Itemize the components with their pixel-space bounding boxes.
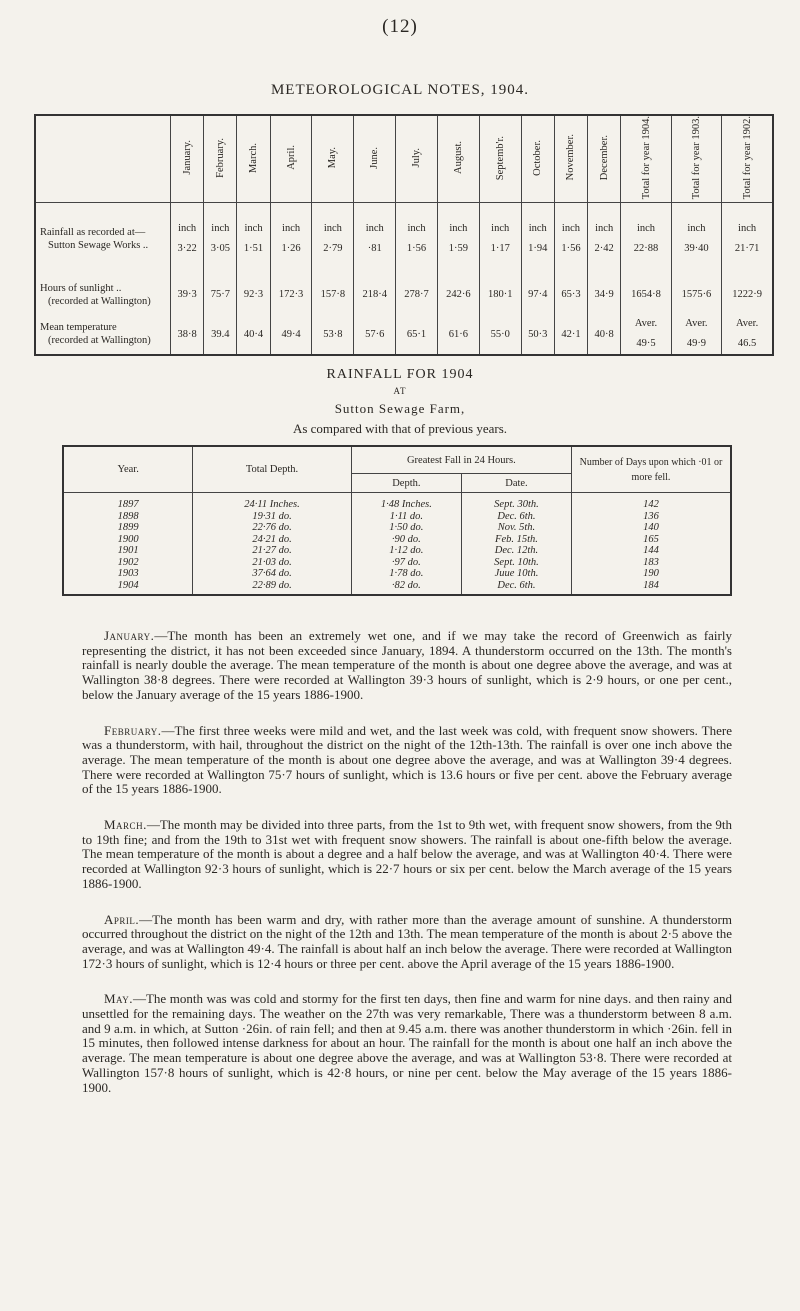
met-col-header: Total for year 1904.: [621, 115, 671, 203]
row-label: Hours of sunlight .. (recorded at Wallington): [35, 275, 171, 314]
note-heading: May.: [104, 991, 133, 1007]
table-row: 1899 22·76 do. 1·50 do. Nov. 5th. 140: [63, 522, 731, 534]
met-col-header: June.: [354, 115, 396, 203]
table-cell: inch 1·56: [396, 203, 438, 276]
table-row: 1901 21·27 do. 1·12 do. Dec. 12th. 144: [63, 545, 731, 557]
table-cell: 172·3: [270, 275, 312, 314]
met-corner-cell: [35, 115, 171, 203]
rain-header-row: [63, 446, 731, 474]
rainfall-table: [62, 445, 732, 596]
table-cell: inch 2·79: [312, 203, 354, 276]
col-date: Date.: [461, 474, 571, 493]
met-col-header: December.: [588, 115, 621, 203]
note-heading: January.: [104, 628, 155, 643]
table-cell: 34·9: [588, 275, 621, 314]
table-cell: 39·3: [171, 275, 204, 314]
table-cell: 1222·9: [722, 275, 773, 314]
rainfall-row: [35, 203, 773, 276]
table-cell: 278·7: [396, 275, 438, 314]
table-cell: inch 22·88: [621, 203, 671, 276]
met-col-header: January.: [171, 115, 204, 203]
table-cell: Aver. 46.5: [722, 314, 773, 355]
table-cell: 1654·8: [621, 275, 671, 314]
met-col-header: April.: [270, 115, 312, 203]
table-cell: inch 1·59: [437, 203, 479, 276]
table-cell: Aver. 49·9: [671, 314, 721, 355]
col-total-depth: Total Depth.: [193, 446, 351, 493]
table-row: 1900 24·21 do. ·90 do. Feb. 15th. 165: [63, 534, 731, 546]
meteorological-table: [34, 114, 774, 356]
note-heading: February.: [104, 722, 162, 738]
table-row: 1898 19·31 do. 1·11 do. Dec. 6th. 136: [63, 511, 731, 523]
note-heading: April.: [104, 911, 140, 927]
met-col-header: March.: [237, 115, 270, 203]
table-cell: 53·8: [312, 314, 354, 355]
col-depth: Depth.: [351, 474, 461, 493]
table-cell: 97·4: [521, 275, 554, 314]
col-year: Year.: [63, 446, 193, 493]
table-row: 1902 21·03 do. ·97 do. Sept. 10th. 183: [63, 557, 731, 569]
note-paragraph: April.—The month has been warm and dry, with rather more than the average amount of sunshine. A thunderstorm occurred throughout the district on the night of the 12th and 13th. The mean temperature of the month is about 2·5 above the average, and was at Wallington 49·4. The rainfall is about half an inch below the average. There were recorded at Wallington 172·3 hours of sunlight, which is 12·4 hours or three per cent. above the April average of the 15 years 1886-1900.: [82, 911, 732, 971]
met-col-header: Total for year 1902.: [722, 115, 773, 203]
table-cell: inch 39·40: [671, 203, 721, 276]
table-cell: 61·6: [437, 314, 479, 355]
table-cell: 40·8: [588, 314, 621, 355]
table-row: 1897 24·11 Inches. 1·48 Inches. Sept. 30th. 142: [63, 493, 731, 511]
table-cell: 49·4: [270, 314, 312, 355]
met-col-header: November.: [554, 115, 587, 203]
table-cell: inch ·81: [354, 203, 396, 276]
table-cell: inch 1·26: [270, 203, 312, 276]
row-label: Rainfall as recorded at— Sutton Sewage Works ..: [35, 203, 171, 276]
table-cell: Aver. 49·5: [621, 314, 671, 355]
table-cell: 65·1: [396, 314, 438, 355]
table-cell: 38·8: [171, 314, 204, 355]
note-paragraph: March.—The month may be divided into three parts, from the 1st to 9th wet, with frequent snow showers, from the 9th to 19th fine; and from the 19th to 31st wet with frequent snow showers. The rainfall is about one-fifth below the average. The mean temperature of the month is about a degree and a half below the average, and was at Wallington 40·4. There were recorded at Wallington 92·3 hours of sunlight, which is 22·7 hours or six per cent. below the March average of the 15 years 1886-1900.: [82, 817, 732, 891]
page-title: METEOROLOGICAL NOTES, 1904.: [270, 82, 530, 98]
met-col-header: Total for year 1903.: [671, 115, 721, 203]
note-paragraph: January.—The month has been an extremely wet one, and if we may take the record of Greenwich as fairly representing the district, it has not been exceeded since January, 1894. A thunderstorm occurred on the 13th. The month's rainfall is nearly double the average. The mean temperature of the month is about one degree above the average, and was at Wallington 38·8 degrees. There were recorded at Wallington 39·3 hours of sunlight, which is 2·9 hours, or one per cent., below the January average of the 15 years 1886-1900.: [82, 628, 732, 702]
table-cell: 180·1: [479, 275, 521, 314]
table-cell: 40·4: [237, 314, 270, 355]
table-cell: 157·8: [312, 275, 354, 314]
table-cell: 50·3: [521, 314, 554, 355]
met-header-row: [35, 115, 773, 203]
met-col-header: February.: [204, 115, 237, 203]
table-row: 1903 37·64 do. 1·78 do. Juue 10th. 190: [63, 568, 731, 580]
table-cell: 1575·6: [671, 275, 721, 314]
table-cell: 92·3: [237, 275, 270, 314]
table-cell: inch 1·17: [479, 203, 521, 276]
table-cell: 75·7: [204, 275, 237, 314]
table-cell: inch 3·22: [171, 203, 204, 276]
table-cell: inch 1·56: [554, 203, 587, 276]
rainfall-subtitle: As compared with that of previous years.: [292, 421, 508, 436]
col-days: Number of Days upon which ·01 or more fell.: [571, 446, 731, 493]
table-cell: 218·4: [354, 275, 396, 314]
table-cell: inch 21·71: [722, 203, 773, 276]
table-cell: inch 2·42: [588, 203, 621, 276]
met-col-header: May.: [312, 115, 354, 203]
met-col-header: August.: [437, 115, 479, 203]
met-col-header: Septemb'r.: [479, 115, 521, 203]
monthly-notes: [82, 629, 732, 1116]
rainfall-place: Sutton Sewage Farm,: [334, 401, 466, 416]
sunlight-row: [35, 275, 773, 314]
page-number: (12): [382, 16, 418, 37]
table-cell: inch 3·05: [204, 203, 237, 276]
table-cell: 39.4: [204, 314, 237, 355]
rainfall-title: RAINFALL FOR 1904: [326, 367, 474, 382]
table-cell: 55·0: [479, 314, 521, 355]
note-heading: March.: [104, 817, 147, 833]
note-paragraph: May.—The month was was cold and stormy for the first ten days, then fine and warm for nine days. and then rainy and unsettled for the remaining days. The weather on the 27th was very remarkable, There was a thunderstorm between 8 a.m. and 9 a.m. in which, at Sutton ·26in. of rain fell; and then at 9.45 a.m. there was another thunderstorm in which ·26in. fell in 15 minutes, then followed intense darkness for about an hour. The rainfall for the month is about one half an inch above the average. The mean temperature is about one degree above the average, and was at Wallington 53·8. There were recorded at Wallington 157·8 hours of sunlight, which is 42·8 hours, or nine per cent. below the May average of the 15 years 1886-1900.: [82, 991, 732, 1095]
temperature-row: [35, 314, 773, 355]
table-cell: 65·3: [554, 275, 587, 314]
table-cell: inch 1·51: [237, 203, 270, 276]
table-cell: inch 1·94: [521, 203, 554, 276]
col-greatest-fall: Greatest Fall in 24 Hours.: [351, 446, 571, 474]
table-cell: 42·1: [554, 314, 587, 355]
table-cell: 242·6: [437, 275, 479, 314]
met-col-header: October.: [521, 115, 554, 203]
table-cell: 57·6: [354, 314, 396, 355]
note-paragraph: February.—The first three weeks were mild and wet, and the last week was cold, with frequent snow showers. There was a thunderstorm, with hail, throughout the district on the night of the 12th-13th. The rainfall is over one inch above the average. The mean temperature of the month is about one degree above the average, and was at Wallington 39·4 degrees. There were recorded at Wallington 75·7 hours of sunlight, which is 13.6 hours or five per cent. above the February average of the 15 years 1886-1900.: [82, 722, 732, 797]
row-label: Mean temperature (recorded at Wallington): [35, 314, 171, 355]
table-row: 1904 22·89 do. ·82 do. Dec. 6th. 184: [63, 580, 731, 596]
met-col-header: July.: [396, 115, 438, 203]
rainfall-at: AT: [393, 386, 407, 396]
